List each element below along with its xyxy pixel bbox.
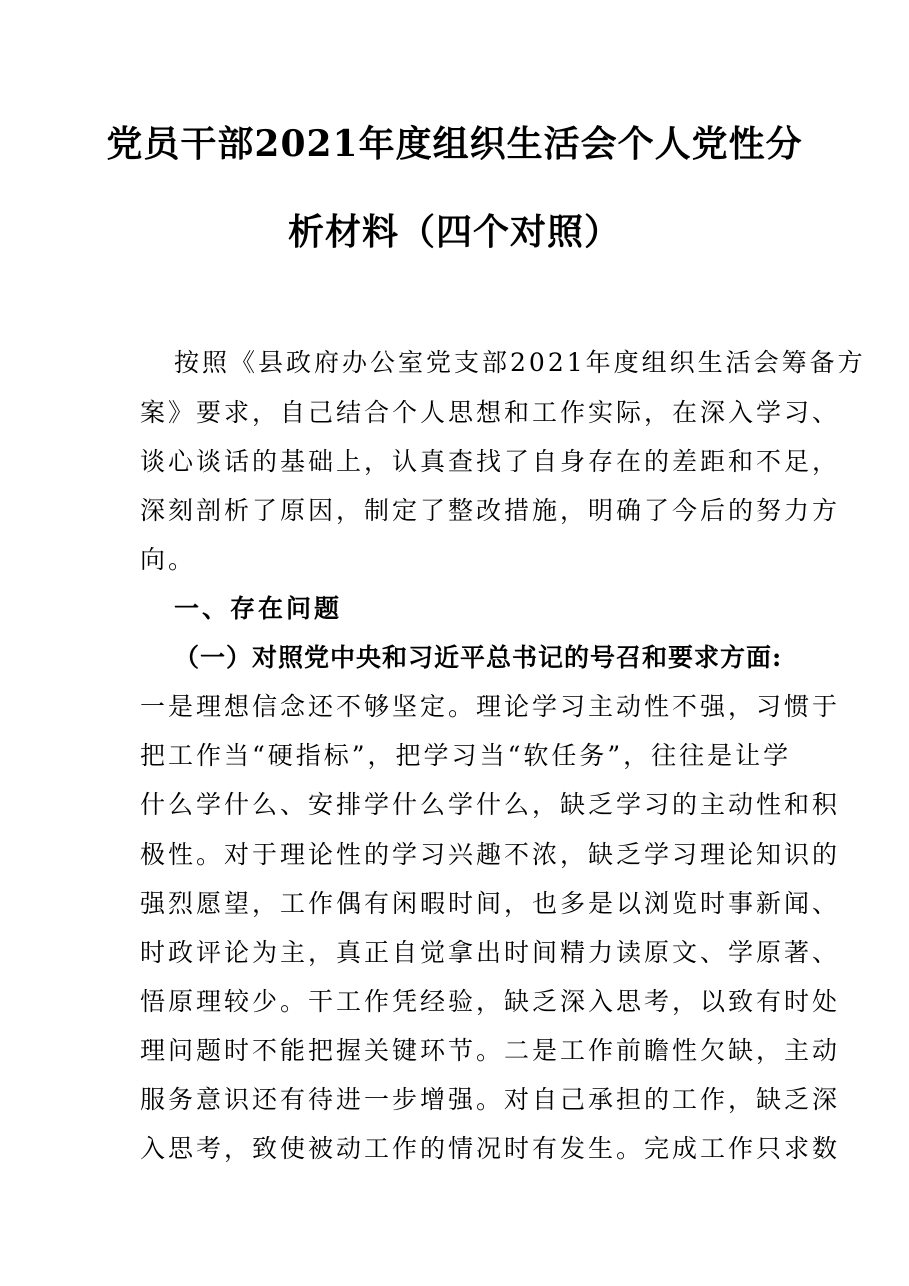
subsection-heading: （一）对照党中央和习近平总书记的号召和要求方面: xyxy=(174,643,783,672)
body-line: 把工作当“硬指标”，把学习当“软任务”，往往是让学 xyxy=(140,741,792,770)
intro-line: 案》要求，自己结合个人思想和工作实际，在深入学习、 xyxy=(140,398,841,427)
body-line: 什么学什么、安排学什么学什么，缺乏学习的主动性和积 xyxy=(140,790,841,819)
body-line: 服务意识还有待进一步增强。对自己承担的工作，缺乏深 xyxy=(140,1085,841,1114)
body-line: 一是理想信念还不够坚定。理论学习主动性不强，习惯于 xyxy=(140,692,841,721)
body-line: 悟原理较少。干工作凭经验，缺乏深入思考，以致有时处 xyxy=(140,987,841,1016)
document-title-line-1: 党员干部2021年度组织生活会个人党性分 xyxy=(106,123,803,165)
body-line: 极性。对于理论性的学习兴趣不浓，缺乏学习理论知识的 xyxy=(140,840,841,869)
intro-line: 谈心谈话的基础上，认真查找了自身存在的差距和不足， xyxy=(140,447,841,476)
document-title-line-2: 析材料（四个对照） xyxy=(287,211,621,253)
intro-line: 向。 xyxy=(140,545,197,574)
body-line: 入思考，致使被动工作的情况时有发生。完成工作只求数 xyxy=(140,1134,841,1163)
intro-line: 深刻剖析了原因，制定了整改措施，明确了今后的努力方 xyxy=(140,496,841,525)
body-line: 时政评论为主，真正自觉拿出时间精力读原文、学原著、 xyxy=(140,938,841,967)
section-heading: 一、存在问题 xyxy=(174,594,343,623)
intro-line: 按照《县政府办公室党支部2021年度组织生活会筹备方 xyxy=(174,348,866,377)
body-line: 理问题时不能把握关键环节。二是工作前瞻性欠缺，主动 xyxy=(140,1036,841,1065)
body-line: 强烈愿望，工作偶有闲暇时间，也多是以浏览时事新闻、 xyxy=(140,889,841,918)
